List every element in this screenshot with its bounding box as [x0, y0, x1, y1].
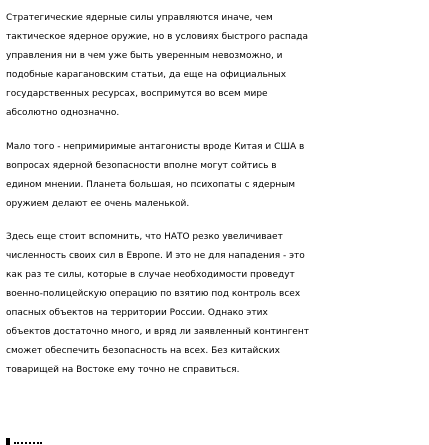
text-line: Мало того - непримиримые антагонисты вроде Китая и США в — [6, 142, 305, 152]
paragraph-3 — [6, 228, 417, 380]
text-line: подобные карагановским статьи, да еще на официальных — [6, 70, 287, 80]
text-line: опасных объектов на территории России. Однако этих — [6, 308, 268, 318]
text-line: сможет обеспечить безопасность на всех. Без китайских — [6, 346, 280, 356]
paragraph-2 — [6, 138, 417, 214]
text-line: управления ни в чем уже быть уверенным невозможно, и — [6, 51, 283, 61]
text-line: объектов достаточно много, и вряд ли заявленный контингент — [6, 327, 309, 337]
text-line: оружием делают ее очень маленькой. — [6, 199, 190, 209]
paragraph-spacer — [6, 123, 417, 138]
text-line: численность своих сил в Европе. И это не для нападения - это — [6, 251, 305, 261]
text-line: тактическое ядерное оружие, но в условиях быстрого распада — [6, 32, 309, 42]
text-line: товарищей на Востоке ему точно не справиться. — [6, 365, 240, 375]
text-line: абсолютно однозначно. — [6, 108, 120, 118]
text-line: вопросах ядерной безопасности вполне могут сойтись в — [6, 161, 277, 171]
paragraph-1 — [6, 9, 417, 123]
text-line: государственных ресурсах, воспримутся во всем мире — [6, 89, 268, 99]
text-line: Стратегические ядерные силы управляются иначе, чем — [6, 13, 273, 23]
text-line: военно-полицейскую операцию по взятию под контроль всех — [6, 289, 301, 299]
truncated-line-fragment — [6, 434, 46, 445]
text-line: Здесь еще стоит вспомнить, что НАТО резко увеличивает — [6, 232, 283, 242]
text-line: едином мнении. Планета большая, но психопаты с ядерным — [6, 180, 296, 190]
paragraph-spacer — [6, 214, 417, 228]
text-line: как раз те силы, которые в случае необходимости проведут — [6, 270, 295, 280]
